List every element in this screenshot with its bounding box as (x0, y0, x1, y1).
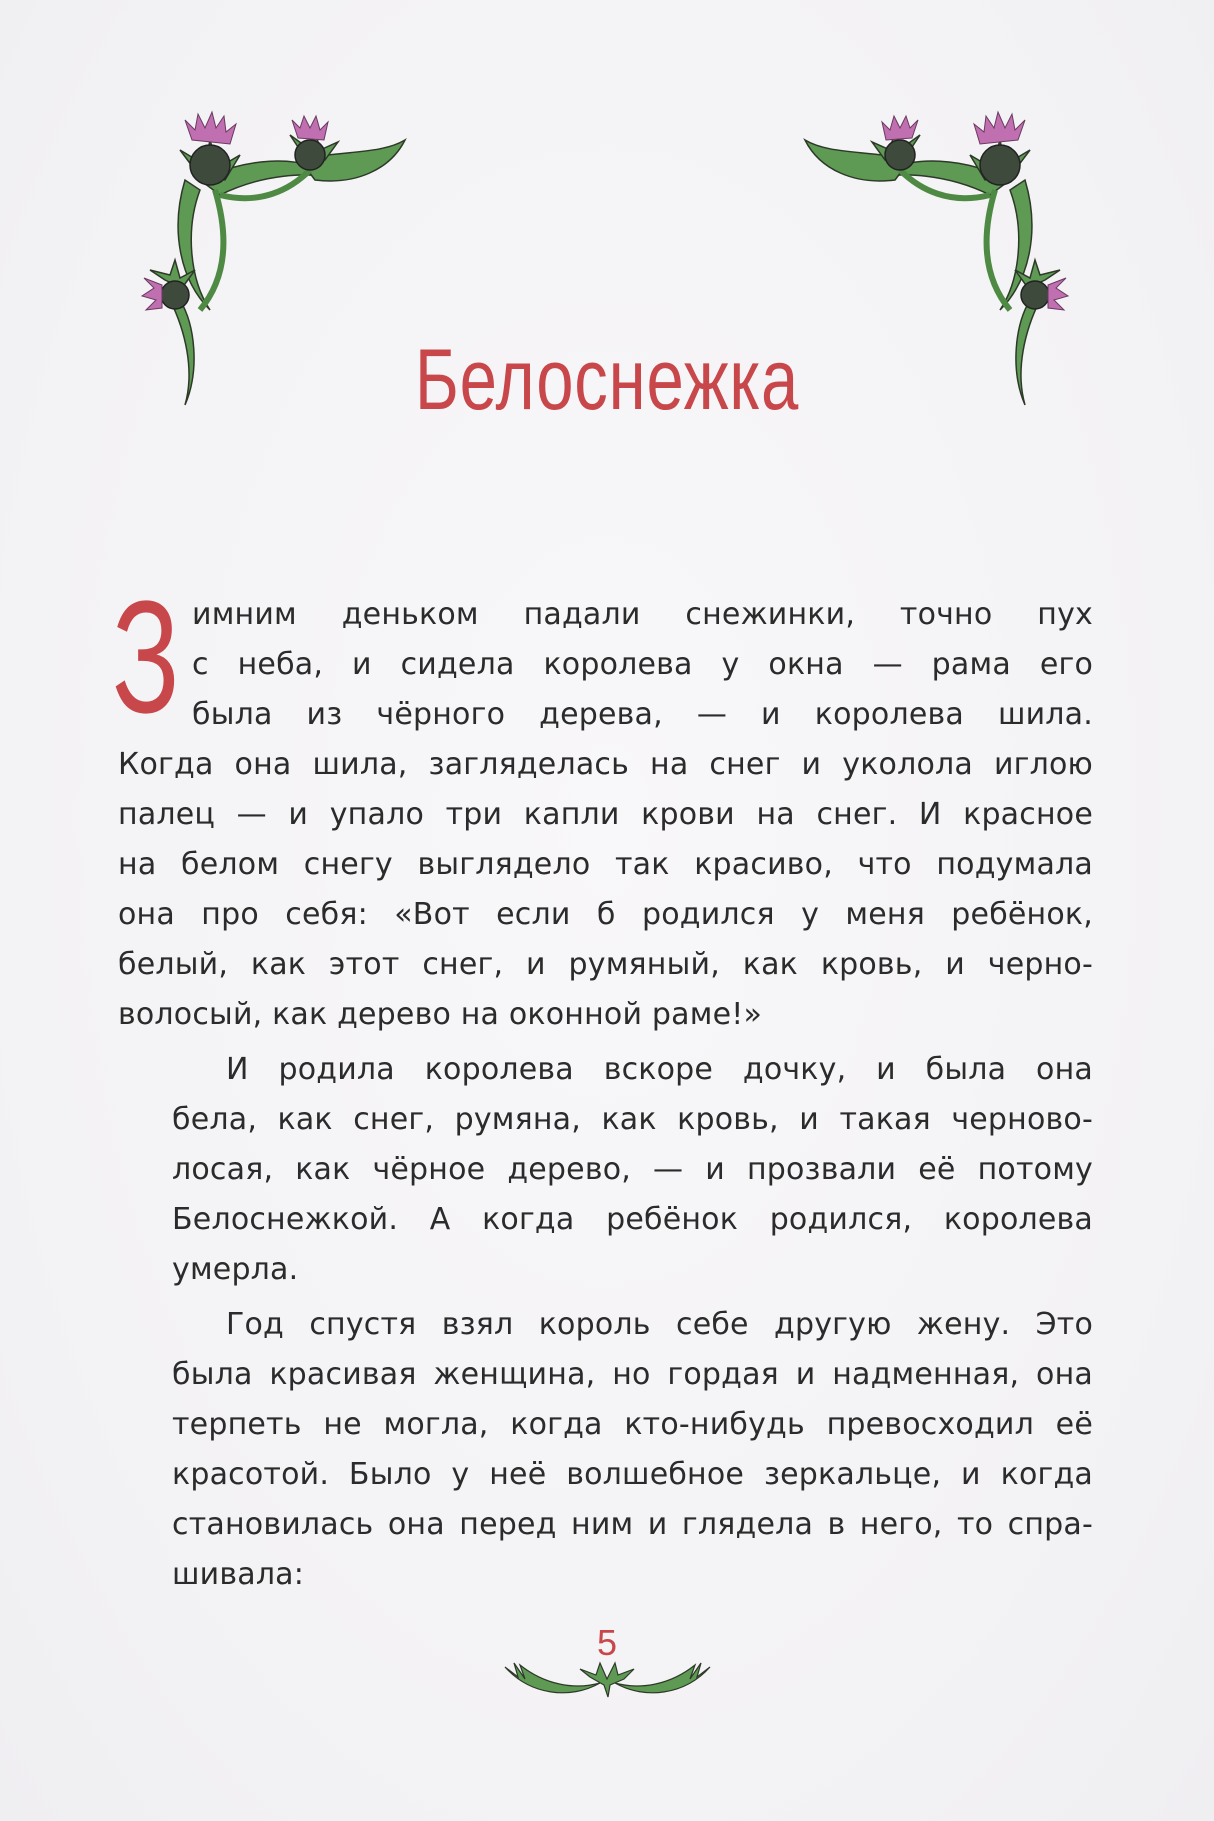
text-line: палец — и упало три капли крови на снег. И красное (118, 797, 1093, 832)
text-line: шивала: (172, 1557, 305, 1592)
text-line: имним деньком падали снежинки, точно пух (192, 597, 1093, 632)
paragraph-3 (118, 1300, 1093, 1600)
text-line: бела, как снег, румяна, как кровь, и такая черново- (172, 1102, 1093, 1137)
text-line: И родила королева вскоре дочку, и была она (226, 1052, 1093, 1087)
page-number: 5 (596, 1622, 618, 1663)
text-line: терпеть не могла, когда кто-нибудь превосходил её (172, 1407, 1093, 1442)
text-line: красотой. Было у неё волшебное зеркальце, и когда (172, 1457, 1093, 1492)
text-line: умерла. (172, 1252, 299, 1287)
text-line: на белом снегу выглядело так красиво, что подумала (118, 847, 1093, 882)
drop-cap: З (112, 567, 180, 746)
text-line: Год спустя взял король себе другую жену. Это (226, 1307, 1093, 1342)
story-body (112, 567, 1093, 1605)
text-line: волосый, как дерево на оконной раме!» (118, 997, 763, 1032)
text-line: Белоснежкой. А когда ребёнок родился, королева (172, 1202, 1093, 1237)
text-line: лосая, как чёрное дерево, — и прозвали её потому (172, 1152, 1093, 1187)
leaf-ornament-icon (500, 1655, 715, 1705)
paragraph-1 (112, 567, 1093, 1040)
text-line: была из чёрного дерева, — и королева шила. (192, 697, 1093, 732)
text-line: с неба, и сидела королева у окна — рама его (192, 647, 1093, 682)
text-line: она про себя: «Вот если б родился у меня ребёнок, (118, 897, 1093, 932)
paragraph-2 (118, 1045, 1093, 1295)
story-title: Белоснежка (414, 331, 800, 428)
text-line: белый, как этот снег, и румяный, как кровь, и черно- (118, 947, 1093, 982)
text-line: Когда она шила, загляделась на снег и уколола иглою (118, 747, 1093, 782)
text-line: становилась она перед ним и глядела в него, то спра- (172, 1507, 1093, 1542)
text-line: была красивая женщина, но гордая и надменная, она (172, 1357, 1093, 1392)
